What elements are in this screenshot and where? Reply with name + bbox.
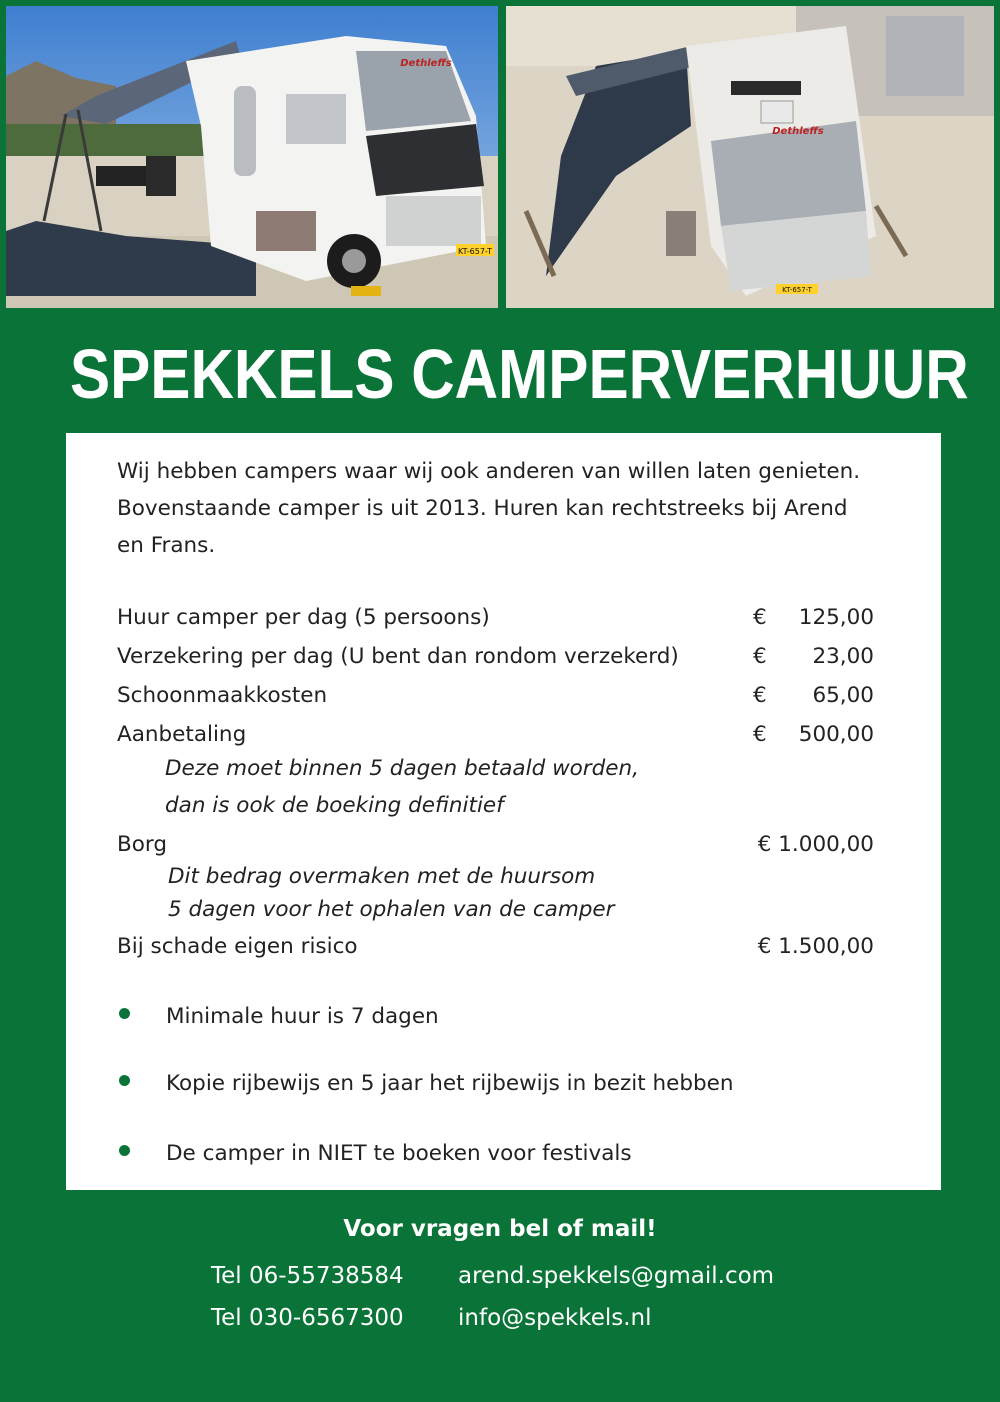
price-amount-borg: € 1.000,00 <box>757 832 874 857</box>
contact-email-2[interactable]: info@spekkels.nl <box>458 1305 652 1331</box>
intro-line-3: en Frans. <box>117 533 216 558</box>
page-title: SPEKKELS CAMPERVERHUUR <box>70 335 969 413</box>
deposit-note-2: dan is ook de boeking definitief <box>165 793 504 818</box>
borg-note-2: 5 dagen voor het ophalen van de camper <box>168 897 615 922</box>
contact-heading: Voor vragen bel of mail! <box>343 1216 657 1242</box>
bullet-festivals: De camper in NIET te boeken voor festivals <box>166 1141 632 1166</box>
price-amount-deposit: 500,00 <box>798 722 874 747</box>
price-amount-cleaning: 65,00 <box>812 683 874 708</box>
price-currency-deposit: € <box>753 722 767 747</box>
contact-email-1[interactable]: arend.spekkels@gmail.com <box>458 1263 775 1289</box>
intro-line-1: Wij hebben campers waar wij ook anderen van willen laten genieten. <box>117 459 861 484</box>
intro-line-2: Bovenstaande camper is uit 2013. Huren kan rechtstreeks bij Arend <box>117 496 848 521</box>
deposit-note-1: Deze moet binnen 5 dagen betaald worden, <box>165 756 639 781</box>
price-amount-insurance: 23,00 <box>812 644 874 669</box>
bullet-dot-2 <box>119 1075 130 1086</box>
price-currency-cleaning: € <box>753 683 767 708</box>
bullet-license: Kopie rijbewijs en 5 jaar het rijbewijs in bezit hebben <box>166 1071 734 1096</box>
price-label-cleaning: Schoonmaakkosten <box>117 683 328 708</box>
contact-phone-2[interactable]: Tel 030-6567300 <box>211 1305 404 1331</box>
price-currency-insurance: € <box>753 644 767 669</box>
contact-phone-1[interactable]: Tel 06-55738584 <box>211 1263 404 1289</box>
price-label-rent: Huur camper per dag (5 persoons) <box>117 605 490 630</box>
price-label-own-risk: Bij schade eigen risico <box>117 934 358 959</box>
price-label-deposit: Aanbetaling <box>117 722 247 747</box>
brand-logo-left: Dethleffs <box>400 58 452 69</box>
info-card <box>66 433 941 1190</box>
bullet-min-rent: Minimale huur is 7 dagen <box>166 1004 439 1029</box>
license-plate-right: KT-657-T <box>782 286 812 294</box>
bullet-dot-3 <box>119 1145 130 1156</box>
license-plate-left: KT-657-T <box>458 247 492 256</box>
price-currency-rent: € <box>753 605 767 630</box>
intro-text <box>117 453 897 564</box>
camper-photo-top <box>506 6 994 308</box>
brand-logo-right: Dethleffs <box>772 126 824 137</box>
price-amount-rent: 125,00 <box>798 605 874 630</box>
price-label-borg: Borg <box>117 832 168 857</box>
bullet-dot-1 <box>119 1008 130 1019</box>
camper-photo-side <box>6 6 498 308</box>
price-label-insurance: Verzekering per dag (U bent dan rondom verzekerd) <box>117 644 679 669</box>
price-amount-own-risk: € 1.500,00 <box>757 934 874 959</box>
borg-note-1: Dit bedrag overmaken met de huursom <box>168 864 596 889</box>
